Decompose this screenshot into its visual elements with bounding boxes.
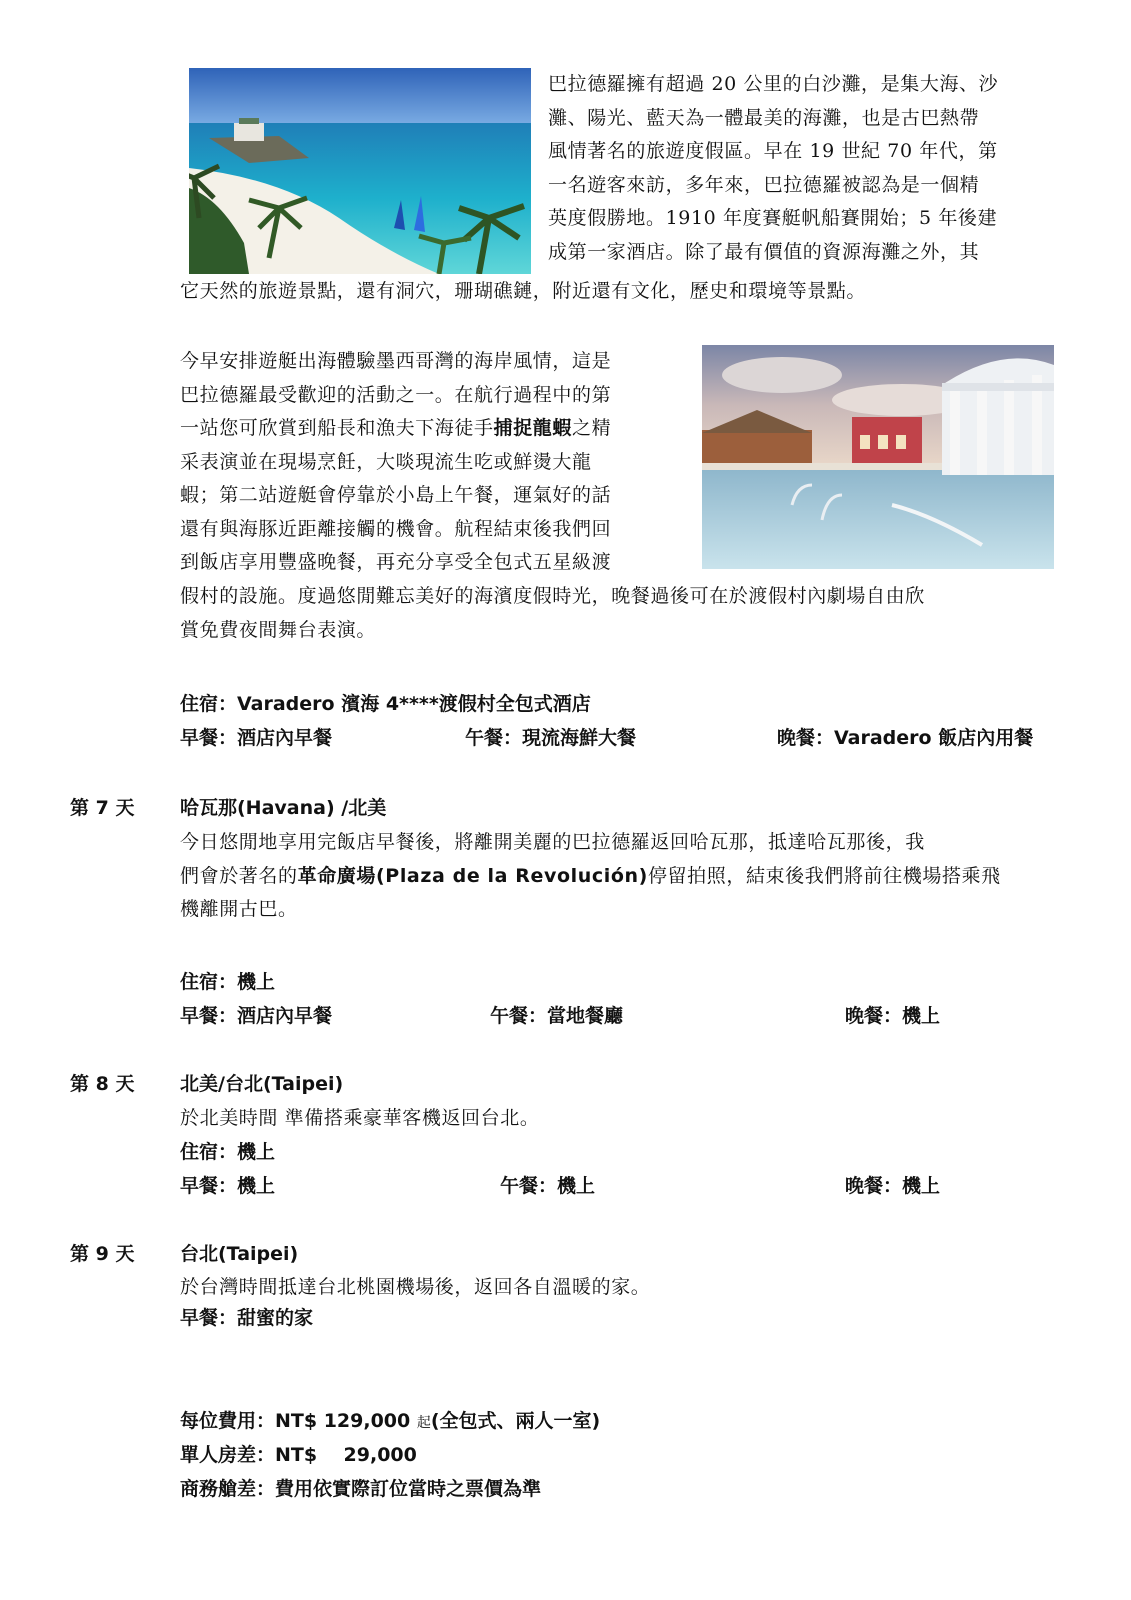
breakfast-info: 早餐：酒店內早餐 — [180, 1005, 333, 1027]
text-line: 巴拉德羅擁有超過 20 公里的白沙灘，是集大海、沙 — [548, 73, 999, 95]
day-label: 第 7 天 — [70, 797, 135, 819]
day-label: 第 8 天 — [70, 1073, 135, 1095]
dinner-info: 晚餐：機上 — [845, 1175, 941, 1197]
price-from-mark: 起 — [416, 1415, 431, 1431]
price-label: 每位費用：NT$ 129,000 — [180, 1410, 417, 1432]
text-line — [180, 860, 1001, 894]
text-line: 風情著名的旅遊度假區。早在 19 世紀 70 年代，第 — [548, 140, 998, 162]
lodging-info: 住宿：機上 — [180, 971, 276, 993]
lodging-info: 住宿：Varadero 濱海 4****渡假村全包式酒店 — [180, 693, 591, 715]
text-line: 一名遊客來訪，多年來，巴拉德羅被認為是一個精 — [548, 173, 980, 196]
breakfast-info: 早餐：酒店內早餐 — [180, 727, 333, 749]
text-line: 今早安排遊艇出海體驗墨西哥灣的海岸風情，這是 — [180, 350, 612, 372]
highlight-text: 革命廣場(Plaza de la Revolución) — [297, 864, 648, 887]
text-line: 蝦；第二站遊艇會停靠於小島上午餐，運氣好的話 — [180, 484, 612, 506]
text-segment: 之精 — [572, 417, 612, 439]
highlight-text: 捕捉龍蝦 — [493, 417, 573, 439]
breakfast-info: 早餐：機上 — [180, 1175, 276, 1197]
single-room-supplement: 單人房差：NT$ 29,000 — [180, 1444, 417, 1466]
text-line: 英度假勝地。1910 年度賽艇帆船賽開始；5 年後建 — [548, 207, 998, 229]
price-per-person — [180, 1405, 600, 1438]
lodging-info: 住宿：機上 — [180, 1141, 276, 1163]
day-label: 第 9 天 — [70, 1243, 135, 1265]
breakfast-info: 早餐：甜蜜的家 — [180, 1307, 314, 1329]
intro-paragraph-2-tail — [180, 580, 925, 647]
text-segment: 停留拍照，結束後我們將前往機場搭乘飛 — [647, 864, 1001, 887]
lunch-info: 午餐：當地餐廳 — [490, 1005, 624, 1027]
beach-photo — [189, 68, 531, 274]
text-line: 到飯店享用豐盛晚餐，再充分享受全包式五星級渡 — [180, 551, 612, 573]
price-suffix: (全包式、兩人一室) — [430, 1410, 601, 1432]
intro-paragraph-2 — [180, 345, 690, 580]
text-line — [180, 412, 690, 446]
day8-description: 於北美時間 準備搭乘豪華客機返回台北。 — [180, 1107, 540, 1129]
lunch-info: 午餐：機上 — [500, 1175, 596, 1197]
dinner-info: 晚餐：Varadero 飯店內用餐 — [777, 727, 1034, 749]
business-class-supplement: 商務艙差：費用依實際訂位當時之票價為準 — [180, 1478, 542, 1500]
text-segment: 一站您可欣賞到船長和漁夫下海徒手 — [180, 417, 494, 439]
text-line: 采表演並在現場烹飪，大啖現流生吃或鮮燙大龍 — [180, 450, 592, 473]
intro-paragraph-1 — [548, 68, 1048, 269]
meals-row — [0, 1170, 1131, 1203]
text-segment: 們會於著名的 — [180, 864, 298, 887]
resort-pool-photo — [702, 345, 1054, 569]
text-line: 今日悠閒地享用完飯店早餐後，將離開美麗的巴拉德羅返回哈瓦那，抵達哈瓦那後，我 — [180, 831, 925, 853]
lunch-info: 午餐：現流海鮮大餐 — [465, 727, 637, 749]
text-line: 它天然的旅遊景點，還有洞穴，珊瑚礁鏈，附近還有文化，歷史和環境等景點。 — [180, 280, 867, 302]
text-line: 灘、陽光、藍天為一體最美的海灘，也是古巴熱帶 — [548, 106, 980, 129]
text-line: 賞免費夜間舞台表演。 — [180, 618, 377, 641]
meals-row — [0, 1000, 1131, 1033]
day7-description — [180, 826, 1001, 927]
day9-description: 於台灣時間抵達台北桃園機場後，返回各自溫暖的家。 — [180, 1276, 651, 1298]
day-title: 台北(Taipei) — [180, 1243, 299, 1265]
text-line: 巴拉德羅最受歡迎的活動之一。在航行過程中的第 — [180, 383, 612, 406]
meals-row — [0, 722, 1131, 755]
text-line: 還有與海豚近距離接觸的機會。航程結束後我們回 — [180, 517, 612, 540]
text-line: 成第一家酒店。除了最有價值的資源海灘之外，其 — [548, 240, 980, 263]
day-title: 哈瓦那(Havana) /北美 — [180, 797, 387, 819]
text-line: 假村的設施。度過悠閒難忘美好的海濱度假時光，晚餐過後可在於渡假村內劇場自由欣 — [180, 585, 925, 607]
text-line: 機離開古巴。 — [180, 898, 298, 920]
day-title: 北美/台北(Taipei) — [180, 1073, 344, 1095]
dinner-info: 晚餐：機上 — [845, 1005, 941, 1027]
